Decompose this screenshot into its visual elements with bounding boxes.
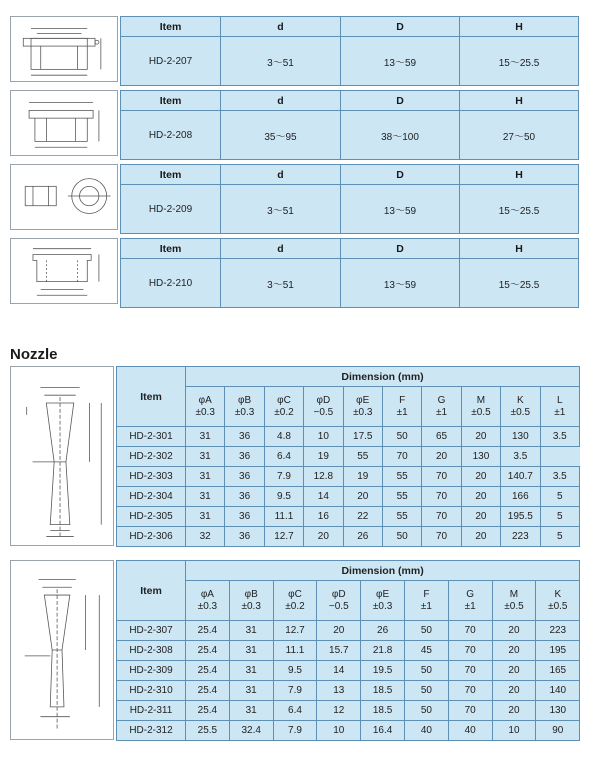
cell-value: 6.4 xyxy=(273,701,317,721)
table-row xyxy=(117,661,580,681)
cell-value: 90 xyxy=(536,721,580,741)
header-dimension: Dimension (mm) xyxy=(186,561,580,581)
cell-value: 70 xyxy=(422,507,461,527)
cell-value: 13 xyxy=(317,681,361,701)
cell-value: 31 xyxy=(186,447,225,467)
table-row xyxy=(117,467,580,487)
cell-value: 19.5 xyxy=(361,661,405,681)
table-row xyxy=(117,681,580,701)
column-header xyxy=(225,387,264,427)
column-header xyxy=(343,387,382,427)
cell-item: HD-2-306 xyxy=(117,527,186,547)
cell-value: 26 xyxy=(343,527,382,547)
table-row xyxy=(117,701,580,721)
cell-value: 31 xyxy=(186,427,225,447)
cell-value: 3.5 xyxy=(501,447,540,467)
cell-value: 32.4 xyxy=(229,721,273,741)
column-tolerance: ±0.3 xyxy=(372,600,393,612)
column-symbol: F xyxy=(399,394,406,406)
cell-H: 27～50 xyxy=(460,111,579,160)
column-header xyxy=(264,387,303,427)
cell-value: 25.4 xyxy=(186,701,230,721)
cell-d: 3～51 xyxy=(221,37,341,86)
column-symbol: φD xyxy=(316,394,331,406)
column-tolerance: ±0.5 xyxy=(548,600,568,612)
cell-H: 15～25.5 xyxy=(460,185,579,234)
column-symbol: L xyxy=(557,394,563,406)
cell-value: 14 xyxy=(304,487,343,507)
cell-value: 130 xyxy=(501,427,540,447)
cell-D: 13～59 xyxy=(341,185,460,234)
cell-value: 50 xyxy=(404,701,448,721)
column-tolerance: ±0.2 xyxy=(274,406,294,418)
spec-table-hd-2-210 xyxy=(120,238,579,308)
cell-value: 195.5 xyxy=(501,507,540,527)
header-item: Item xyxy=(121,17,221,37)
column-symbol: φE xyxy=(356,394,370,406)
column-header xyxy=(186,387,225,427)
cell-value: 3.5 xyxy=(540,427,580,447)
cell-value: 31 xyxy=(229,641,273,661)
column-tolerance: −0.5 xyxy=(313,406,334,418)
cell-value: 20 xyxy=(304,527,343,547)
column-tolerance: ±0.5 xyxy=(510,406,531,418)
cell-value: 50 xyxy=(382,427,421,447)
header-item: Item xyxy=(121,239,221,259)
cell-value: 70 xyxy=(448,621,492,641)
column-tolerance: −0.5 xyxy=(328,600,349,612)
column-symbol: φC xyxy=(288,588,302,600)
cell-D: 13～59 xyxy=(341,37,460,86)
cell-value: 50 xyxy=(382,527,421,547)
cell-value: 70 xyxy=(422,487,461,507)
cell-value: 5 xyxy=(540,527,580,547)
table-row xyxy=(117,507,580,527)
cell-H: 15～25.5 xyxy=(460,37,579,86)
drawing-nozzle-2 xyxy=(10,560,114,740)
cell-value: 26 xyxy=(361,621,405,641)
header-H: H xyxy=(460,239,579,259)
header-H: H xyxy=(460,165,579,185)
column-tolerance: ±1 xyxy=(464,600,476,612)
header-D: D xyxy=(341,17,460,37)
column-symbol: F xyxy=(423,588,430,600)
cell-value: 25.4 xyxy=(186,661,230,681)
cell-value: 12 xyxy=(317,701,361,721)
cell-value: 50 xyxy=(404,621,448,641)
column-header xyxy=(540,387,580,427)
column-tolerance: ±0.3 xyxy=(197,600,218,612)
cell-value: 12.8 xyxy=(304,467,343,487)
cell-item: HD-2-309 xyxy=(117,661,186,681)
cell-value: 22 xyxy=(343,507,382,527)
cell-value: 6.4 xyxy=(264,447,303,467)
cell-value: 36 xyxy=(225,507,264,527)
cell-value: 20 xyxy=(461,487,500,507)
column-symbol: G xyxy=(466,588,475,600)
table-row xyxy=(117,447,580,467)
cell-item: HD-2-310 xyxy=(117,681,186,701)
cell-item: HD-2-308 xyxy=(117,641,186,661)
header-d: d xyxy=(221,17,341,37)
cell-value: 36 xyxy=(225,487,264,507)
cell-D: 13～59 xyxy=(341,259,460,308)
column-tolerance: ±0.5 xyxy=(504,600,524,612)
column-symbol: K xyxy=(554,588,562,600)
drawing-hd-2-207 xyxy=(10,16,118,82)
column-tolerance: ±0.3 xyxy=(195,406,215,418)
cell-value: 7.9 xyxy=(273,681,317,701)
cell-d: 3～51 xyxy=(221,259,341,308)
header-H: H xyxy=(460,17,579,37)
cell-value: 36 xyxy=(225,527,264,547)
cell-value: 65 xyxy=(422,427,461,447)
cell-value: 130 xyxy=(536,701,580,721)
cell-value: 31 xyxy=(229,661,273,681)
cell-value: 5 xyxy=(540,487,580,507)
cell-H: 15～25.5 xyxy=(460,259,579,308)
cell-value: 17.5 xyxy=(343,427,382,447)
drawing-hd-2-208 xyxy=(10,90,118,156)
section-title-nozzle: Nozzle xyxy=(10,346,58,363)
column-symbol: G xyxy=(437,394,446,406)
cell-value: 70 xyxy=(422,467,461,487)
cell-value: 31 xyxy=(186,487,225,507)
column-header xyxy=(304,387,343,427)
cell-value: 18.5 xyxy=(361,681,405,701)
cell-item: HD-2-208 xyxy=(121,111,221,160)
cell-value: 15.7 xyxy=(317,641,361,661)
cell-value: 19 xyxy=(343,467,382,487)
column-tolerance: ±0.3 xyxy=(353,406,373,418)
cell-value: 12.7 xyxy=(264,527,303,547)
column-header xyxy=(501,387,540,427)
cell-value: 16.4 xyxy=(361,721,405,741)
table-row xyxy=(117,641,580,661)
nozzle-table-1 xyxy=(116,366,580,547)
cell-value: 36 xyxy=(225,427,264,447)
cell-item: HD-2-305 xyxy=(117,507,186,527)
cell-value: 31 xyxy=(229,621,273,641)
drawing-hd-2-210 xyxy=(10,238,118,304)
cell-value: 32 xyxy=(186,527,225,547)
cell-value: 20 xyxy=(492,661,536,681)
drawing-hd-2-209 xyxy=(10,164,118,230)
header-item: Item xyxy=(117,367,186,427)
cell-value: 195 xyxy=(536,641,580,661)
cell-item: HD-2-209 xyxy=(121,185,221,234)
column-header xyxy=(448,581,492,621)
header-D: D xyxy=(341,239,460,259)
cell-value: 11.1 xyxy=(273,641,317,661)
cell-value: 50 xyxy=(404,681,448,701)
cell-value: 165 xyxy=(536,661,580,681)
cell-value: 70 xyxy=(448,681,492,701)
column-tolerance: ±0.5 xyxy=(471,406,491,418)
cell-value: 20 xyxy=(317,621,361,641)
cell-item: HD-2-312 xyxy=(117,721,186,741)
column-symbol: φA xyxy=(198,394,212,406)
cell-value: 5 xyxy=(540,507,580,527)
cell-item: HD-2-302 xyxy=(117,447,186,467)
column-tolerance: ±1 xyxy=(554,406,566,418)
cell-value: 31 xyxy=(229,681,273,701)
cell-value: 14 xyxy=(317,661,361,681)
cell-value: 40 xyxy=(404,721,448,741)
column-header xyxy=(536,581,580,621)
cell-value: 140 xyxy=(536,681,580,701)
table-row xyxy=(117,487,580,507)
header-item: Item xyxy=(121,91,221,111)
cell-value: 70 xyxy=(448,641,492,661)
cell-value: 20 xyxy=(492,701,536,721)
header-d: d xyxy=(221,239,341,259)
column-tolerance: ±1 xyxy=(396,406,408,418)
table-row xyxy=(117,427,580,447)
cell-value: 20 xyxy=(461,427,500,447)
table-row xyxy=(117,527,580,547)
column-symbol: φE xyxy=(376,588,390,600)
cell-value: 36 xyxy=(225,467,264,487)
cell-item: HD-2-311 xyxy=(117,701,186,721)
column-symbol: M xyxy=(476,394,486,406)
cell-value: 140.7 xyxy=(501,467,540,487)
table-row xyxy=(117,721,580,741)
cell-value: 70 xyxy=(382,447,421,467)
drawing-nozzle-1 xyxy=(10,366,114,546)
cell-value: 7.9 xyxy=(273,721,317,741)
cell-item: HD-2-207 xyxy=(121,37,221,86)
column-symbol: M xyxy=(509,588,519,600)
cell-value: 10 xyxy=(304,427,343,447)
cell-d: 35～95 xyxy=(221,111,341,160)
header-d: d xyxy=(221,91,341,111)
cell-value: 10 xyxy=(317,721,361,741)
cell-value: 19 xyxy=(304,447,343,467)
column-header xyxy=(492,581,536,621)
cell-value: 31 xyxy=(186,467,225,487)
cell-D: 38～100 xyxy=(341,111,460,160)
header-D: D xyxy=(341,165,460,185)
cell-value: 20 xyxy=(461,467,500,487)
cell-value: 20 xyxy=(461,527,500,547)
cell-item: HD-2-210 xyxy=(121,259,221,308)
cell-value: 10 xyxy=(492,721,536,741)
cell-value: 20 xyxy=(343,487,382,507)
cell-d: 3～51 xyxy=(221,185,341,234)
column-header xyxy=(404,581,448,621)
cell-value: 31 xyxy=(186,507,225,527)
cell-value: 25.5 xyxy=(186,721,230,741)
column-header xyxy=(229,581,273,621)
spec-table-hd-2-209 xyxy=(120,164,579,234)
cell-value: 16 xyxy=(304,507,343,527)
cell-value: 70 xyxy=(448,661,492,681)
column-symbol: φB xyxy=(238,394,252,406)
cell-value: 4.8 xyxy=(264,427,303,447)
header-H: H xyxy=(460,91,579,111)
cell-value: 55 xyxy=(343,447,382,467)
cell-value: 20 xyxy=(492,641,536,661)
cell-value: 45 xyxy=(404,641,448,661)
spec-table-hd-2-208 xyxy=(120,90,579,160)
cell-value: 21.8 xyxy=(361,641,405,661)
cell-value: 20 xyxy=(492,681,536,701)
header-D: D xyxy=(341,91,460,111)
spec-table-hd-2-207 xyxy=(120,16,579,86)
column-header xyxy=(186,581,230,621)
cell-value: 20 xyxy=(492,621,536,641)
cell-value: 70 xyxy=(448,701,492,721)
cell-item: HD-2-301 xyxy=(117,427,186,447)
header-item: Item xyxy=(117,561,186,621)
header-item: Item xyxy=(121,165,221,185)
cell-value: 36 xyxy=(225,447,264,467)
column-symbol: φB xyxy=(244,588,258,600)
table-row xyxy=(117,621,580,641)
column-header xyxy=(361,581,405,621)
cell-value: 55 xyxy=(382,507,421,527)
cell-value: 9.5 xyxy=(273,661,317,681)
column-header xyxy=(317,581,361,621)
cell-value: 31 xyxy=(229,701,273,721)
column-tolerance: ±1 xyxy=(436,406,448,418)
column-tolerance: ±1 xyxy=(420,600,432,612)
column-header xyxy=(273,581,317,621)
cell-value: 25.4 xyxy=(186,621,230,641)
cell-value: 50 xyxy=(404,661,448,681)
column-tolerance: ±0.2 xyxy=(285,600,305,612)
cell-item: HD-2-303 xyxy=(117,467,186,487)
column-header xyxy=(461,387,500,427)
cell-value: 25.4 xyxy=(186,681,230,701)
column-symbol: φA xyxy=(200,588,214,600)
cell-value: 18.5 xyxy=(361,701,405,721)
cell-value: 9.5 xyxy=(264,487,303,507)
cell-value: 166 xyxy=(501,487,540,507)
cell-value: 3.5 xyxy=(540,467,580,487)
cell-value: 40 xyxy=(448,721,492,741)
cell-value: 25.4 xyxy=(186,641,230,661)
cell-value: 20 xyxy=(461,507,500,527)
column-symbol: φD xyxy=(331,588,346,600)
column-tolerance: ±0.3 xyxy=(234,406,255,418)
header-d: d xyxy=(221,165,341,185)
column-tolerance: ±0.3 xyxy=(241,600,261,612)
cell-value: 130 xyxy=(461,447,500,467)
column-symbol: K xyxy=(516,394,524,406)
column-symbol: φC xyxy=(277,394,291,406)
nozzle-table-2 xyxy=(116,560,580,741)
cell-value: 20 xyxy=(422,447,461,467)
cell-value: 55 xyxy=(382,487,421,507)
cell-value: 11.1 xyxy=(264,507,303,527)
cell-item: HD-2-307 xyxy=(117,621,186,641)
header-dimension: Dimension (mm) xyxy=(186,367,580,387)
cell-value: 12.7 xyxy=(273,621,317,641)
column-header xyxy=(422,387,461,427)
cell-value: 223 xyxy=(536,621,580,641)
column-header xyxy=(382,387,421,427)
cell-value: 55 xyxy=(382,467,421,487)
cell-value: 7.9 xyxy=(264,467,303,487)
cell-value: 70 xyxy=(422,527,461,547)
cell-value: 223 xyxy=(501,527,540,547)
cell-item: HD-2-304 xyxy=(117,487,186,507)
